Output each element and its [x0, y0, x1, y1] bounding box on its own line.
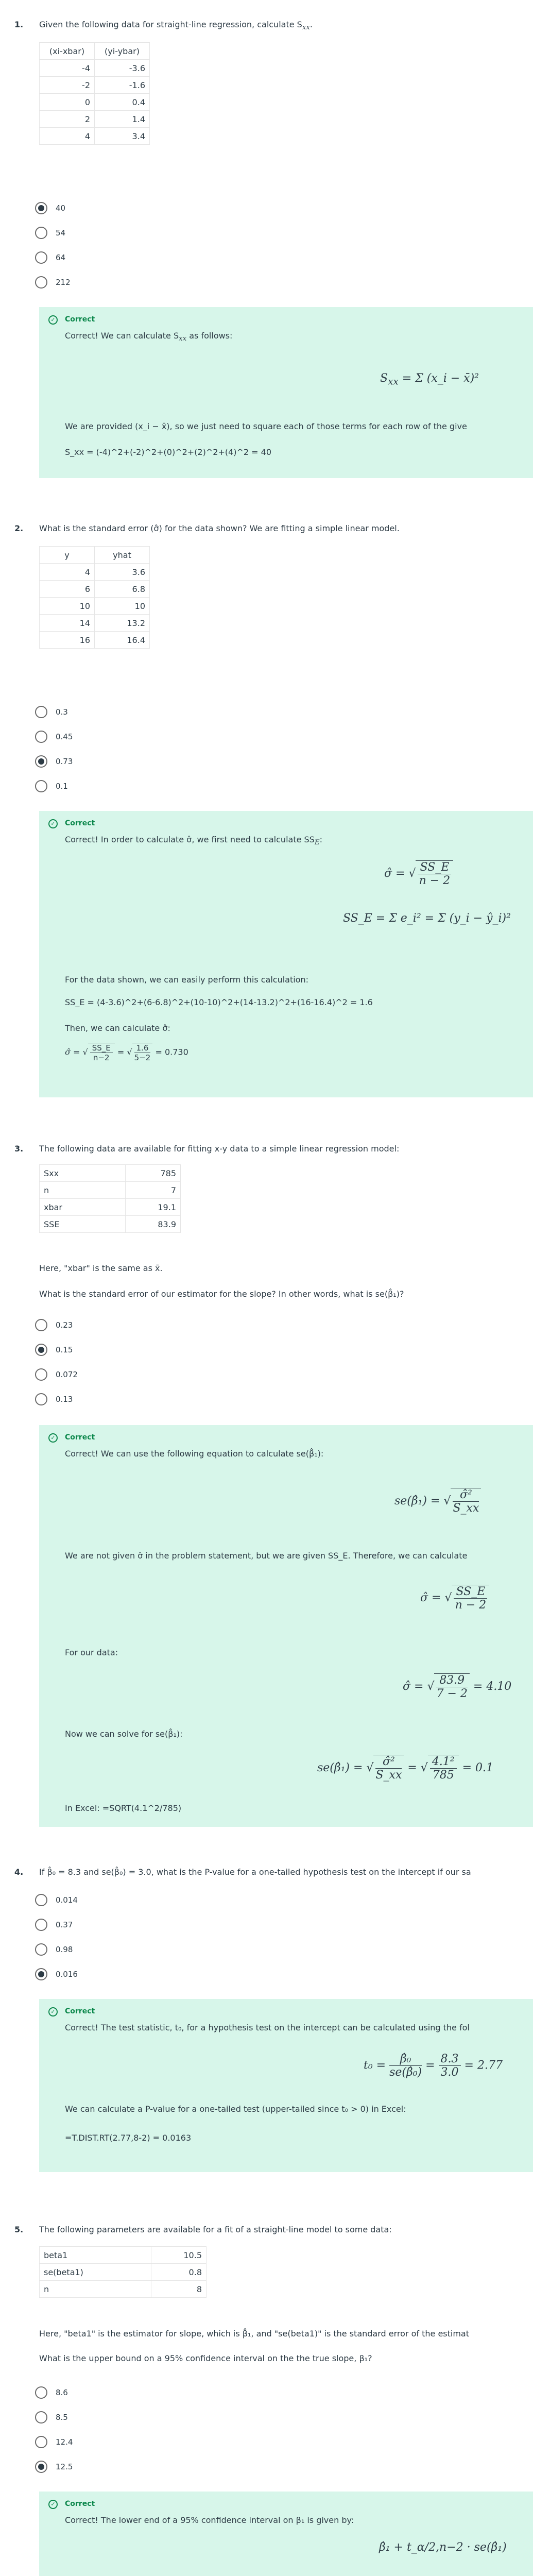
table-header: (yi-ybar) [95, 43, 150, 60]
answer-option[interactable] [35, 1393, 73, 1405]
question-prompt: What is the standard error of our estimator for the slope? In other words, what is se(β̂₁)? [39, 1289, 404, 1299]
answer-option[interactable] [35, 1319, 73, 1331]
question-number: 3. [14, 1144, 24, 1154]
table-cell: Sxx [40, 1165, 126, 1182]
correct-label: Correct [65, 2007, 95, 2015]
feedback-text: Correct! The test statistic, t₀, for a hypothesis test on the intercept can be calculated using the fol [65, 2023, 470, 2032]
answer-option[interactable] [35, 1894, 78, 1906]
feedback-text: In Excel: =SQRT(4.1^2/785) [65, 1803, 182, 1813]
table-header: yhat [95, 547, 150, 564]
feedback-text: Then, we can calculate σ̂: [65, 1023, 170, 1033]
answer-option[interactable] [35, 780, 68, 792]
answer-option[interactable] [35, 2436, 73, 2448]
radio-button[interactable] [35, 1393, 47, 1405]
formula: $S_{xx} = \Sigma$ (x_i − x̄)² [380, 372, 479, 387]
answer-option[interactable] [35, 1919, 73, 1931]
feedback-box [39, 1425, 533, 1827]
answer-label: 0.98 [56, 1945, 73, 1954]
table-cell: 7 [126, 1182, 181, 1199]
table-header: y [40, 547, 95, 564]
answer-option[interactable] [35, 202, 65, 214]
question-text: The following data are available for fitting x-y data to a simple linear regression model: [39, 1144, 400, 1154]
table-cell: 785 [126, 1165, 181, 1182]
feedback-box [39, 1999, 533, 2172]
radio-button[interactable] [35, 2436, 47, 2448]
answer-label: 12.4 [56, 2437, 73, 2447]
feedback-text: =T.DIST.RT(2.77,8-2) = 0.0163 [65, 2133, 192, 2143]
answer-label: 40 [56, 204, 66, 213]
answer-option[interactable] [35, 1943, 73, 1956]
table-cell: 0 [40, 94, 95, 111]
answer-label: 0.072 [56, 1370, 78, 1379]
formula: se(β̂₁) = √ $\frac{\text{σ̂²}}{S\_xx}$ = √ $\frac{\text{4.1²}}{785}$ = 0.1 [317, 1755, 494, 1782]
answer-label: 0.13 [56, 1395, 73, 1404]
feedback-text: We can calculate a P-value for a one-tailed test (upper-tailed since t₀ > 0) in Excel: [65, 2104, 406, 2114]
table-cell: xbar [40, 1199, 126, 1216]
feedback-box [39, 811, 533, 1097]
correct-label: Correct [65, 819, 95, 827]
answer-label: 0.23 [56, 1320, 73, 1330]
answer-label: 0.15 [56, 1345, 73, 1354]
answer-label: 0.014 [56, 1895, 78, 1905]
answer-label: 64 [56, 253, 66, 262]
radio-button[interactable] [35, 731, 47, 743]
table-cell: 19.1 [126, 1199, 181, 1216]
answer-label: 0.45 [56, 732, 73, 741]
radio-button[interactable] [35, 202, 47, 214]
answer-option[interactable] [35, 1368, 78, 1381]
radio-button[interactable] [35, 780, 47, 792]
answer-label: 12.5 [56, 2462, 73, 2471]
radio-button[interactable] [35, 2386, 47, 2399]
answer-label: 8.5 [56, 2413, 68, 2422]
check-circle-icon: ✓ [48, 2007, 58, 2016]
table-cell: 0.8 [151, 2264, 207, 2281]
data-table [39, 546, 150, 649]
question-note: Here, "xbar" is the same as x̄. [39, 1263, 163, 1273]
check-circle-icon: ✓ [48, 315, 58, 325]
data-table [39, 2246, 207, 2298]
feedback-text: Correct! We can calculate $S_{xx}$ as follows: [65, 331, 233, 343]
question-prompt: What is the upper bound on a 95% confidence interval on the the true slope, β₁? [39, 2353, 372, 2363]
table-cell: SSE [40, 1216, 126, 1233]
feedback-text: Correct! We can use the following equation to calculate se(β̂₁): [65, 1449, 324, 1459]
feedback-text: Now we can solve for se(β̂₁): [65, 1729, 183, 1739]
feedback-text: σ̂ = √ $\frac{SS\_E}{n-2}$ = √ $\frac{1.6}{5-2}$ = 0.730 [65, 1043, 188, 1062]
radio-button[interactable] [35, 1368, 47, 1381]
feedback-text: For our data: [65, 1648, 118, 1657]
answer-option[interactable] [35, 1344, 73, 1356]
correct-label: Correct [65, 2500, 95, 2508]
question-note: Here, "beta1" is the estimator for slope, which is β̂₁, and "se(beta1)" is the standard error of the estimat [39, 2329, 470, 2338]
question-number: 1. [14, 20, 24, 29]
feedback-box [39, 2492, 533, 2576]
answer-label: 8.6 [56, 2388, 68, 2397]
formula: σ̂ = √ $\frac{83.9}{7 - 2}$ = 4.10 [403, 1674, 512, 1700]
formula: β̂₁ + t_α/2,n−2 · se(β̂₁) [379, 2541, 507, 2554]
question-text: What is the standard error (σ̂) for the data shown? We are fitting a simple linear model. [39, 523, 400, 533]
answer-label: 212 [56, 278, 71, 287]
feedback-text: S_xx = (-4)^2+(-2)^2+(0)^2+(2)^2+(4)^2 = 40 [65, 447, 272, 457]
table-cell: se(beta1) [40, 2264, 151, 2281]
table-header: (xi-xbar) [40, 43, 95, 60]
feedback-text: Correct! The lower end of a 95% confidence interval on β₁ is given by: [65, 2515, 354, 2525]
answer-option[interactable] [35, 2411, 68, 2424]
formula: se(β̂₁) = √ $\frac{\text{σ̂²}}{S\_xx}$ [394, 1488, 481, 1515]
formula: σ̂ = √ $\frac{SS\_E}{n - 2}$ [420, 1585, 489, 1612]
formula: SS_E = Σ e_i² = Σ (y_i − ŷ_i)² [343, 912, 511, 925]
check-circle-icon: ✓ [48, 2500, 58, 2509]
feedback-text: We are not given σ̂ in the problem statement, but we are given SS_E. Therefore, we can calculate [65, 1551, 468, 1561]
table-cell: -4 [40, 60, 95, 77]
feedback-text: Correct! In order to calculate σ̂, we first need to calculate $SS_E$: [65, 835, 322, 847]
radio-button[interactable] [35, 1943, 47, 1956]
question-text: Given the following data for straight-line regression, calculate $S_{xx}$. [39, 20, 313, 32]
answer-option[interactable] [35, 731, 73, 743]
table-cell: 0.4 [95, 94, 150, 111]
data-table [39, 42, 150, 145]
table-cell: 10.5 [151, 2247, 207, 2264]
table-cell: -2 [40, 77, 95, 94]
data-table [39, 1164, 181, 1233]
radio-button[interactable] [35, 251, 47, 264]
table-cell: 14 [40, 615, 95, 632]
table-cell: 13.2 [95, 615, 150, 632]
table-cell: 83.9 [126, 1216, 181, 1233]
radio-button[interactable] [35, 276, 47, 289]
table-cell: 3.6 [95, 564, 150, 581]
radio-button[interactable] [35, 1919, 47, 1931]
radio-button[interactable] [35, 755, 47, 768]
check-circle-icon: ✓ [48, 1433, 58, 1443]
radio-button[interactable] [35, 1968, 47, 1980]
table-cell: -1.6 [95, 77, 150, 94]
feedback-text: For the data shown, we can easily perform this calculation: [65, 975, 309, 985]
answer-option[interactable] [35, 276, 71, 289]
table-cell: 10 [95, 598, 150, 615]
answer-option[interactable] [35, 755, 73, 768]
table-cell: n [40, 2281, 151, 2298]
answer-label: 0.37 [56, 1920, 73, 1929]
formula: σ̂ = √ $\frac{SS\_E}{n - 2}$ [384, 860, 453, 887]
table-cell: 4 [40, 128, 95, 145]
radio-button[interactable] [35, 2461, 47, 2473]
table-cell: 1.4 [95, 111, 150, 128]
question-number: 5. [14, 2225, 24, 2234]
table-cell: 16 [40, 632, 95, 649]
answer-option[interactable] [35, 227, 65, 239]
answer-option[interactable] [35, 251, 65, 264]
table-cell: 4 [40, 564, 95, 581]
correct-label: Correct [65, 1433, 95, 1442]
question-text: If β̂₀ = 8.3 and se(β̂₀) = 3.0, what is the P-value for a one-tailed hypothesis test on the intercept if our sa [39, 1867, 471, 1877]
table-cell: n [40, 1182, 126, 1199]
question-text: The following parameters are available for a fit of a straight-line model to some data: [39, 2225, 392, 2234]
question-number: 2. [14, 523, 24, 533]
table-cell: 6 [40, 581, 95, 598]
table-cell: beta1 [40, 2247, 151, 2264]
feedback-box [39, 307, 533, 478]
answer-option[interactable] [35, 2386, 68, 2399]
answer-label: 54 [56, 228, 66, 238]
question-number: 4. [14, 1867, 24, 1877]
table-cell: 6.8 [95, 581, 150, 598]
answer-option[interactable] [35, 1968, 78, 1980]
table-cell: 3.4 [95, 128, 150, 145]
table-cell: -3.6 [95, 60, 150, 77]
correct-label: Correct [65, 315, 95, 324]
answer-option[interactable] [35, 2461, 73, 2473]
check-circle-icon: ✓ [48, 819, 58, 828]
radio-button[interactable] [35, 1894, 47, 1906]
table-cell: 16.4 [95, 632, 150, 649]
radio-button[interactable] [35, 1344, 47, 1356]
feedback-text: SS_E = (4-3.6)^2+(6-6.8)^2+(10-10)^2+(14-13.2)^2+(16-16.4)^2 = 1.6 [65, 997, 373, 1007]
feedback-text: We are provided (x_i − x̄), so we just need to square each of those terms for each row of the give [65, 421, 467, 431]
answer-label: 0.1 [56, 782, 68, 791]
answer-label: 0.3 [56, 707, 68, 717]
radio-button[interactable] [35, 706, 47, 718]
table-cell: 8 [151, 2281, 207, 2298]
formula: t₀ = $\frac{\text{β̂₀}}{\text{se(β̂₀)}}$ = $\frac{8.3}{3.0}$ = 2.77 [364, 2053, 503, 2079]
radio-button[interactable] [35, 2411, 47, 2424]
radio-button[interactable] [35, 1319, 47, 1331]
radio-button[interactable] [35, 227, 47, 239]
table-cell: 2 [40, 111, 95, 128]
answer-label: 0.73 [56, 757, 73, 766]
answer-label: 0.016 [56, 1970, 78, 1979]
table-cell: 10 [40, 598, 95, 615]
answer-option[interactable] [35, 706, 68, 718]
